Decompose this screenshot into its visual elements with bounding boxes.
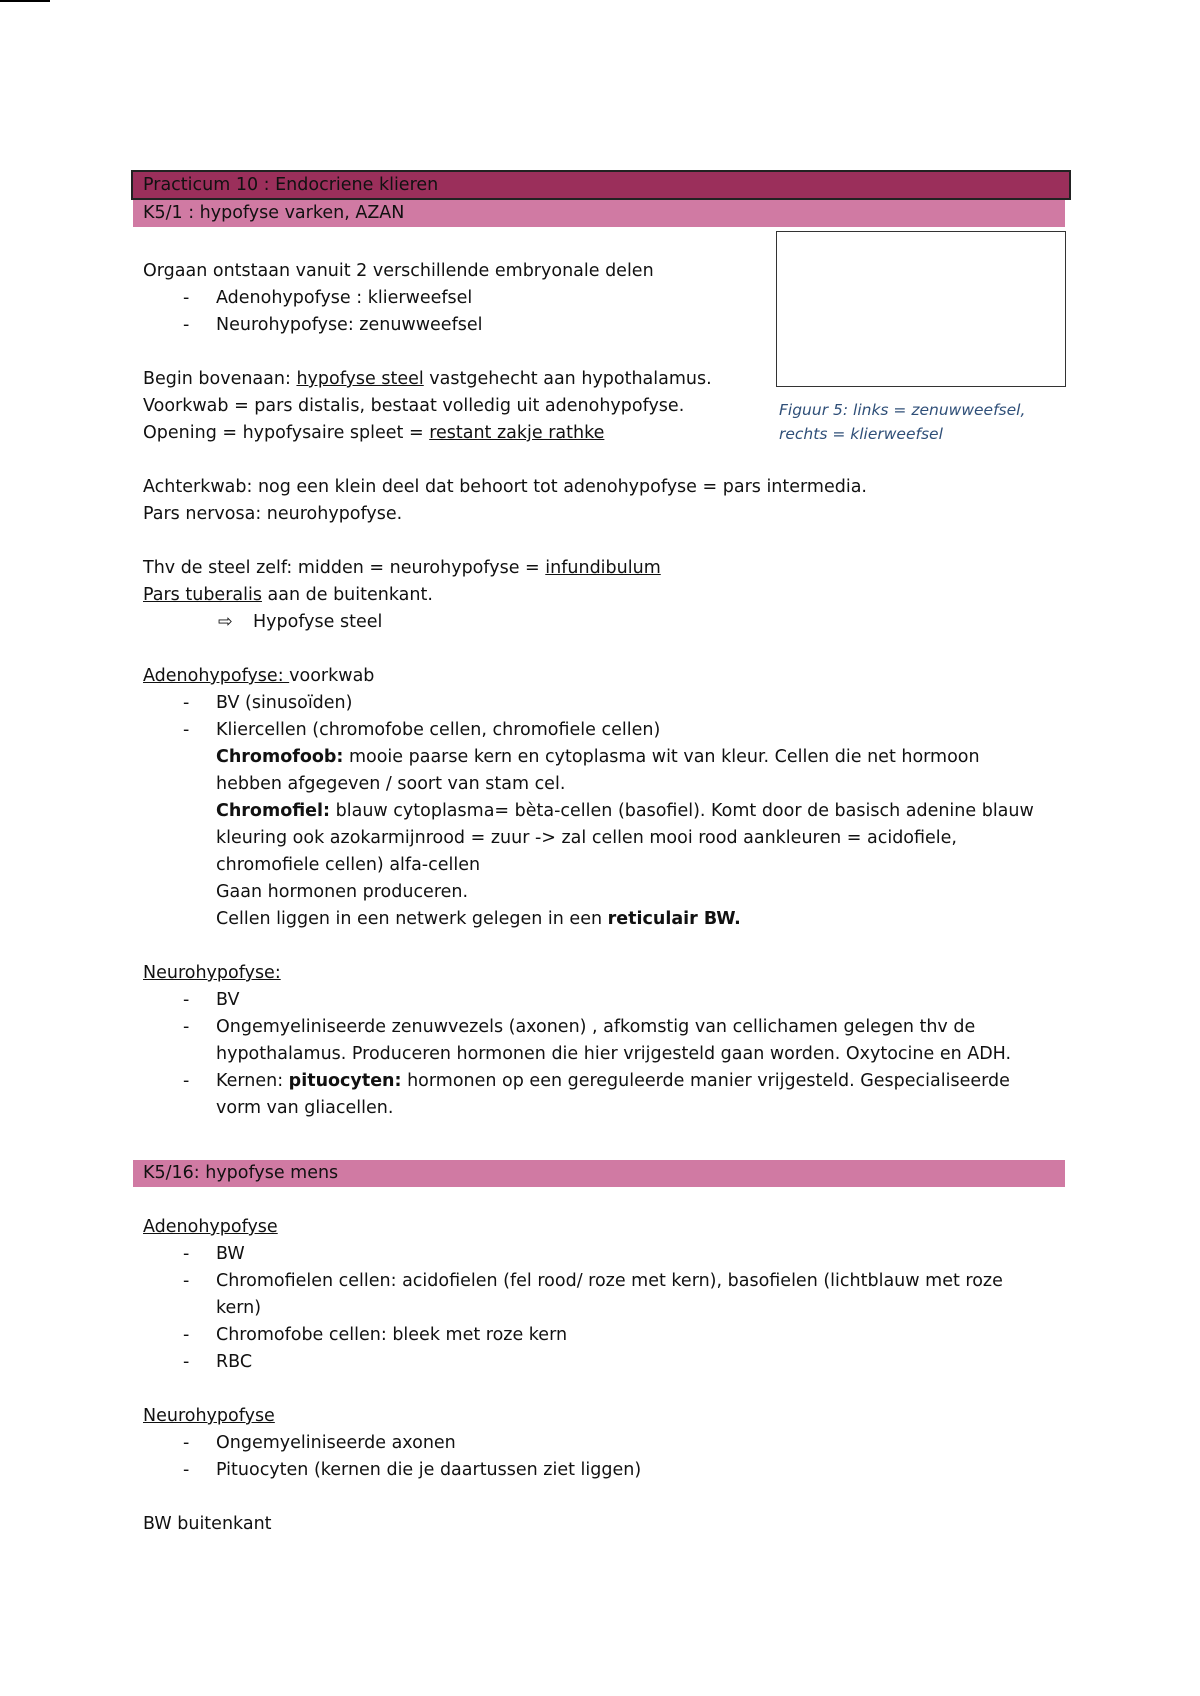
tuberalis-line: Pars tuberalis aan de buitenkant. xyxy=(143,585,433,605)
opening-line: Opening = hypofysaire spleet = restant zakje rathke xyxy=(143,423,605,443)
list-item-continued: vorm van gliacellen. xyxy=(216,1098,394,1118)
begin-line: Begin bovenaan: hypofyse steel vastgehecht aan hypothalamus. xyxy=(143,369,712,389)
bullet: - xyxy=(183,1071,190,1091)
bullet: - xyxy=(183,1433,190,1453)
voorkwab-line: Voorkwab = pars distalis, bestaat volledig uit adenohypofyse. xyxy=(143,396,685,416)
bullet: - xyxy=(183,1017,190,1037)
list-item: Kliercellen (chromofobe cellen, chromofiele cellen) xyxy=(216,720,661,740)
figure-image-placeholder xyxy=(776,231,1066,387)
list-item-continued: kern) xyxy=(216,1298,262,1318)
list-item: RBC xyxy=(216,1352,253,1372)
figure-caption: Figuur 5: links = zenuwweefsel, rechts = klierweefsel xyxy=(779,401,1026,443)
chromofoob-line-2: hebben afgegeven / soort van stam cel. xyxy=(216,774,566,794)
list-item: Kernen: pituocyten: hormonen op een gereguleerde manier vrijgesteld. Gespecialiseerde xyxy=(216,1071,1010,1091)
list-item: Neurohypofyse: zenuwweefsel xyxy=(216,315,483,335)
adeno-heading: Adenohypofyse: voorkwab xyxy=(143,666,375,686)
bullet: - xyxy=(183,315,190,335)
bullet: - xyxy=(183,1352,190,1372)
chromofiel-line-2: kleuring ook azokarmijnrood = zuur -> zal cellen mooi rood aankleuren = acidofiele, xyxy=(216,828,957,848)
chromofiel-line-3: chromofiele cellen) alfa-cellen xyxy=(216,855,481,875)
list-item: BW xyxy=(216,1244,245,1264)
neuro-heading-2: Neurohypofyse xyxy=(143,1406,275,1426)
adeno-heading-2: Adenohypofyse xyxy=(143,1217,278,1237)
bullet: - xyxy=(183,693,190,713)
list-item: Pituocyten (kernen die je daartussen ziet liggen) xyxy=(216,1460,642,1480)
list-item: Ongemyeliniseerde axonen xyxy=(216,1433,456,1453)
netwerk-line: Cellen liggen in een netwerk gelegen in een reticulair BW. xyxy=(216,909,741,929)
list-item: BV (sinusoïden) xyxy=(216,693,353,713)
bullet: - xyxy=(183,1325,190,1345)
pars-nervosa-line: Pars nervosa: neurohypofyse. xyxy=(143,504,403,524)
bullet: - xyxy=(183,1271,190,1291)
arrow-right-icon: ⇨ xyxy=(218,612,233,632)
bullet: - xyxy=(183,1244,190,1264)
bullet: - xyxy=(183,720,190,740)
section-heading-k5-16: K5/16: hypofyse mens xyxy=(133,1160,1065,1187)
hormonen-line: Gaan hormonen produceren. xyxy=(216,882,469,902)
list-item: Chromofielen cellen: acidofielen (fel rood/ roze met kern), basofielen (lichtblauw met roze xyxy=(216,1271,1003,1291)
bullet: - xyxy=(183,1460,190,1480)
corner-mark xyxy=(0,0,50,2)
list-item: Chromofobe cellen: bleek met roze kern xyxy=(216,1325,568,1345)
page-title: Practicum 10 : Endocriene klieren xyxy=(131,170,1071,200)
arrow-text: Hypofyse steel xyxy=(253,612,383,632)
neuro-heading: Neurohypofyse: xyxy=(143,963,281,983)
bw-buitenkant-line: BW buitenkant xyxy=(143,1514,272,1534)
list-item: Adenohypofyse : klierweefsel xyxy=(216,288,473,308)
list-item: BV xyxy=(216,990,240,1010)
chromofoob-line: Chromofoob: mooie paarse kern en cytoplasma wit van kleur. Cellen die net hormoon xyxy=(216,747,980,767)
steel-line: Thv de steel zelf: midden = neurohypofyse = infundibulum xyxy=(143,558,661,578)
list-item: Ongemyeliniseerde zenuwvezels (axonen) , afkomstig van cellichamen gelegen thv de xyxy=(216,1017,976,1037)
achterkwab-line: Achterkwab: nog een klein deel dat behoort tot adenohypofyse = pars intermedia. xyxy=(143,477,867,497)
bullet: - xyxy=(183,288,190,308)
intro-line: Orgaan ontstaan vanuit 2 verschillende embryonale delen xyxy=(143,261,654,281)
chromofiel-line: Chromofiel: blauw cytoplasma= bèta-cellen (basofiel). Komt door de basisch adenine blauw xyxy=(216,801,1034,821)
bullet: - xyxy=(183,990,190,1010)
list-item-continued: hypothalamus. Produceren hormonen die hier vrijgesteld gaan worden. Oxytocine en ADH. xyxy=(216,1044,1012,1064)
section-heading-k5-1: K5/1 : hypofyse varken, AZAN xyxy=(133,200,1065,227)
